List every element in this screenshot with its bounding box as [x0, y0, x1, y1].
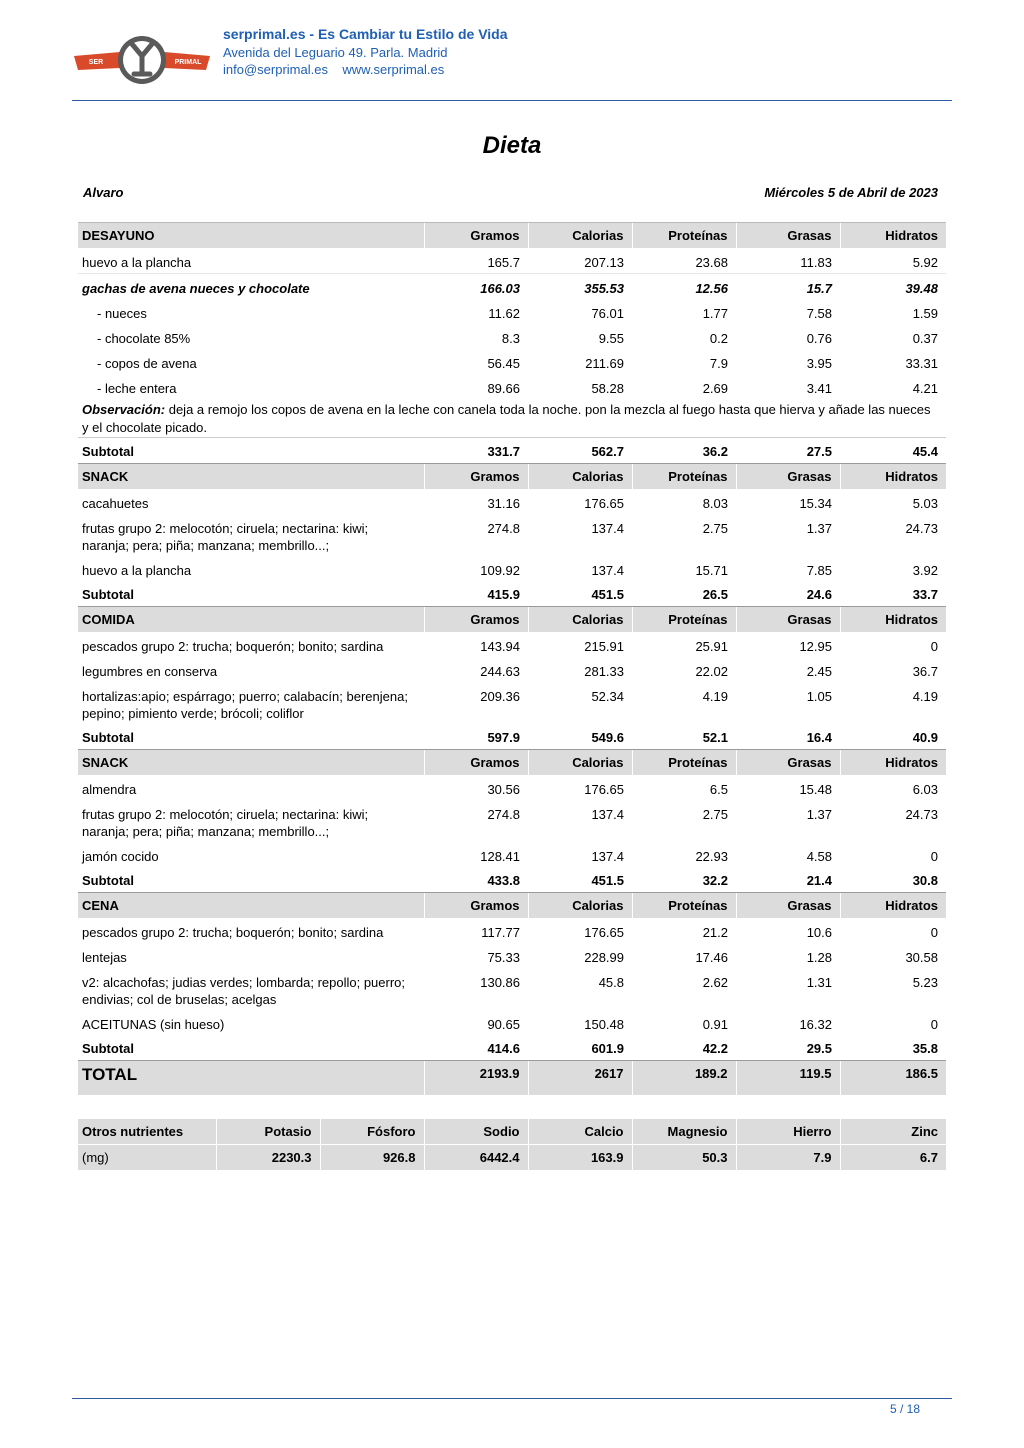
- food-gramos: 56.45: [487, 356, 520, 371]
- food-row: [78, 682, 946, 724]
- food-gramos: 166.03: [424, 274, 528, 300]
- subtotal-calorias: 601.9: [528, 1035, 632, 1061]
- total-grasas: 119.5: [736, 1061, 840, 1096]
- column-header-proteinas: Proteínas: [632, 464, 736, 490]
- food-grasas: 15.48: [799, 782, 832, 797]
- food-calorias: 137.4: [591, 849, 624, 864]
- subtotal-gramos: 414.6: [424, 1035, 528, 1061]
- food-name: v2: alcachofas; judias verdes; lombarda; repollo; puerro; endivias; col de bruselas; acelgas: [82, 975, 406, 1007]
- meal-name: DESAYUNO: [78, 223, 424, 249]
- column-header-gramos: Gramos: [424, 750, 528, 776]
- column-header-calorias: Calorias: [528, 464, 632, 490]
- subtotal-label: Subtotal: [78, 724, 424, 750]
- food-hidratos: 0: [930, 639, 938, 654]
- subtotal-grasas: 27.5: [736, 438, 840, 464]
- nutrient-hierro-header: Hierro: [736, 1119, 840, 1145]
- food-calorias: 9.55: [598, 331, 624, 346]
- food-name: huevo a la plancha: [82, 255, 192, 270]
- subtotal-gramos: 597.9: [424, 724, 528, 750]
- ingredient-row: [78, 299, 946, 324]
- nutrient-fosforo-value: 926.8: [320, 1145, 424, 1171]
- food-proteinas: 8.03: [702, 496, 728, 511]
- food-gramos: 128.41: [480, 849, 520, 864]
- nutrient-magnesio-header: Magnesio: [632, 1119, 736, 1145]
- food-hidratos: 5.92: [912, 255, 938, 270]
- food-proteinas: 2.75: [702, 807, 728, 822]
- column-header-hidratos: Hidratos: [840, 464, 946, 490]
- subtotal-grasas: 29.5: [736, 1035, 840, 1061]
- food-proteinas: 7.9: [709, 356, 728, 371]
- food-hidratos: 5.23: [912, 975, 938, 990]
- food-calorias: 176.65: [584, 496, 624, 511]
- total-proteinas: 189.2: [632, 1061, 736, 1096]
- food-hidratos: 24.73: [905, 807, 938, 822]
- food-calorias: 52.34: [591, 689, 624, 704]
- column-header-grasas: Grasas: [736, 464, 840, 490]
- meal-name: SNACK: [78, 464, 424, 490]
- total-hidratos: 186.5: [840, 1061, 946, 1096]
- subtotal-gramos: 331.7: [424, 438, 528, 464]
- nutrient-sodio-header: Sodio: [424, 1119, 528, 1145]
- food-gramos: 90.65: [487, 1017, 520, 1032]
- diet-date: Miércoles 5 de Abril de 2023: [764, 185, 938, 200]
- company-contact[interactable]: info@serprimal.es www.serprimal.es: [223, 62, 445, 77]
- column-header-grasas: Grasas: [736, 893, 840, 919]
- food-grasas: 1.37: [806, 807, 832, 822]
- food-hidratos: 0: [930, 925, 938, 940]
- nutrient-calcio-header: Calcio: [528, 1119, 632, 1145]
- food-hidratos: 4.19: [912, 689, 938, 704]
- food-row: [78, 775, 946, 800]
- food-gramos: 143.94: [480, 639, 520, 654]
- food-calorias: 176.65: [584, 782, 624, 797]
- subtotal-proteinas: 42.2: [632, 1035, 736, 1061]
- nutrient-calcio-value: 163.9: [528, 1145, 632, 1171]
- subtotal-label: Subtotal: [78, 581, 424, 607]
- nutrient-sodio-value: 6442.4: [424, 1145, 528, 1171]
- food-hidratos: 39.48: [840, 274, 946, 300]
- client-name: Alvaro: [83, 185, 124, 200]
- column-header-hidratos: Hidratos: [840, 750, 946, 776]
- food-grasas: 12.95: [799, 639, 832, 654]
- column-header-gramos: Gramos: [424, 223, 528, 249]
- food-grasas: 7.58: [806, 306, 832, 321]
- food-proteinas: 0.2: [709, 331, 728, 346]
- observation-label: Observación:: [82, 402, 166, 417]
- column-header-proteinas: Proteínas: [632, 607, 736, 633]
- column-header-hidratos: Hidratos: [840, 893, 946, 919]
- food-hidratos: 0: [930, 849, 938, 864]
- total-label: TOTAL: [78, 1061, 424, 1096]
- food-name: legumbres en conserva: [82, 664, 218, 679]
- subtotal-label: Subtotal: [78, 867, 424, 893]
- meal-header-row: [78, 607, 946, 633]
- column-header-hidratos: Hidratos: [840, 223, 946, 249]
- food-name: gachas de avena nueces y chocolate: [78, 274, 424, 300]
- subtotal-row: [78, 581, 946, 607]
- food-calorias: 215.91: [584, 639, 624, 654]
- subtotal-calorias: 451.5: [528, 581, 632, 607]
- food-hidratos: 24.73: [905, 521, 938, 536]
- food-grasas: 4.58: [806, 849, 832, 864]
- food-calorias: 137.4: [591, 807, 624, 822]
- ingredient-row: [78, 349, 946, 374]
- column-header-grasas: Grasas: [736, 750, 840, 776]
- ingredient-row: [78, 374, 946, 399]
- food-proteinas: 2.75: [702, 521, 728, 536]
- food-proteinas: 17.46: [695, 950, 728, 965]
- nutrients-unit: (mg): [78, 1145, 216, 1171]
- svg-text:SER: SER: [88, 59, 104, 66]
- food-row: [78, 274, 946, 300]
- subtotal-gramos: 433.8: [424, 867, 528, 893]
- column-header-calorias: Calorias: [528, 893, 632, 919]
- column-header-gramos: Gramos: [424, 464, 528, 490]
- food-grasas: 11.83: [800, 255, 832, 270]
- nutrient-hierro-value: 7.9: [736, 1145, 840, 1171]
- food-calorias: 176.65: [584, 925, 624, 940]
- food-gramos: 30.56: [487, 782, 520, 797]
- food-calorias: 281.33: [584, 664, 624, 679]
- nutrients-values-row: [78, 1145, 946, 1171]
- subtotal-calorias: 562.7: [528, 438, 632, 464]
- food-name: cacahuetes: [82, 496, 149, 511]
- food-proteinas: 2.69: [702, 381, 728, 396]
- food-row: [78, 943, 946, 968]
- food-name: - nueces: [97, 306, 147, 321]
- nutrient-potasio-value: 2230.3: [216, 1145, 320, 1171]
- subtotal-grasas: 21.4: [736, 867, 840, 893]
- subtotal-label: Subtotal: [78, 438, 424, 464]
- subtotal-row: [78, 1035, 946, 1061]
- total-calorias: 2617: [528, 1061, 632, 1096]
- subtotal-hidratos: 40.9: [840, 724, 946, 750]
- subtotal-hidratos: 33.7: [840, 581, 946, 607]
- meal-header-row: [78, 750, 946, 776]
- food-name: frutas grupo 2: melocotón; ciruela; nectarina: kiwi; naranja; pera; piña; manzana; membrillo...;: [82, 807, 369, 839]
- food-grasas: 3.41: [806, 381, 832, 396]
- food-hidratos: 4.21: [912, 381, 938, 396]
- food-name: huevo a la plancha: [82, 563, 192, 578]
- food-row: [78, 248, 946, 274]
- column-header-proteinas: Proteínas: [632, 893, 736, 919]
- nutrient-zinc-header: Zinc: [840, 1119, 946, 1145]
- food-row: [78, 1010, 946, 1035]
- observation-row: [78, 399, 946, 438]
- meal-header-row: [78, 223, 946, 249]
- footer-divider: [72, 1398, 952, 1399]
- food-grasas: 1.37: [806, 521, 832, 536]
- company-header: [223, 26, 508, 79]
- food-gramos: 75.33: [487, 950, 520, 965]
- food-proteinas: 1.77: [702, 306, 728, 321]
- subtotal-proteinas: 52.1: [632, 724, 736, 750]
- food-proteinas: 12.56: [632, 274, 736, 300]
- food-grasas: 7.85: [806, 563, 832, 578]
- food-calorias: 211.69: [585, 356, 624, 371]
- food-calorias: 137.4: [591, 521, 624, 536]
- subtotal-proteinas: 32.2: [632, 867, 736, 893]
- column-header-grasas: Grasas: [736, 607, 840, 633]
- subtotal-hidratos: 45.4: [840, 438, 946, 464]
- subtotal-proteinas: 26.5: [632, 581, 736, 607]
- food-row: [78, 800, 946, 842]
- food-proteinas: 2.62: [702, 975, 728, 990]
- nutrients-header-row: [78, 1119, 946, 1145]
- header-divider: [72, 100, 952, 101]
- food-grasas: 1.28: [806, 950, 832, 965]
- food-row: [78, 632, 946, 657]
- food-row: [78, 842, 946, 867]
- food-name: - leche entera: [97, 381, 177, 396]
- food-name: - chocolate 85%: [97, 331, 191, 346]
- nutrient-fosforo-header: Fósforo: [320, 1119, 424, 1145]
- subtotal-calorias: 451.5: [528, 867, 632, 893]
- food-name: pescados grupo 2: trucha; boquerón; bonito; sardina: [82, 925, 384, 940]
- food-grasas: 15.34: [799, 496, 832, 511]
- food-calorias: 58.28: [591, 381, 624, 396]
- column-header-calorias: Calorias: [528, 223, 632, 249]
- food-hidratos: 0.37: [912, 331, 938, 346]
- food-hidratos: 33.31: [905, 356, 938, 371]
- column-header-grasas: Grasas: [736, 223, 840, 249]
- food-grasas: 1.31: [806, 975, 832, 990]
- total-row: [78, 1061, 946, 1096]
- food-gramos: 244.63: [480, 664, 520, 679]
- meal-name: CENA: [78, 893, 424, 919]
- food-row: [78, 918, 946, 943]
- meal-header-row: [78, 893, 946, 919]
- food-row: [78, 968, 946, 1010]
- svg-text:PRIMAL: PRIMAL: [174, 59, 202, 66]
- food-grasas: 15.7: [736, 274, 840, 300]
- food-hidratos: 36.7: [912, 664, 938, 679]
- subtotal-row: [78, 867, 946, 893]
- food-grasas: 3.95: [806, 356, 832, 371]
- food-hidratos: 3.92: [912, 563, 938, 578]
- subtotal-grasas: 24.6: [736, 581, 840, 607]
- subtotal-grasas: 16.4: [736, 724, 840, 750]
- food-gramos: 209.36: [480, 689, 520, 704]
- column-header-proteinas: Proteínas: [632, 750, 736, 776]
- company-address: Avenida del Leguario 49. Parla. Madrid: [223, 44, 448, 60]
- subtotal-hidratos: 30.8: [840, 867, 946, 893]
- food-proteinas: 21.2: [702, 925, 728, 940]
- meal-name: SNACK: [78, 750, 424, 776]
- food-calorias: 45.8: [598, 975, 624, 990]
- diet-table: [78, 222, 946, 1095]
- food-name: frutas grupo 2: melocotón; ciruela; nectarina: kiwi; naranja; pera; piña; manzana; membrillo...;: [82, 521, 369, 553]
- food-name: - copos de avena: [97, 356, 197, 371]
- serprimal-logo: [72, 34, 212, 86]
- observation-text: deja a remojo los copos de avena en la leche con canela toda la noche. pon la mezcla al fuego hasta que hierva y añade las nueces y el chocolate picado.: [82, 402, 931, 435]
- food-calorias: 355.53: [528, 274, 632, 300]
- food-calorias: 137.4: [591, 563, 624, 578]
- food-gramos: 109.92: [480, 563, 520, 578]
- other-nutrients-table: [78, 1119, 946, 1170]
- nutrient-magnesio-value: 50.3: [632, 1145, 736, 1171]
- total-gramos: 2193.9: [424, 1061, 528, 1096]
- subtotal-proteinas: 36.2: [632, 438, 736, 464]
- food-grasas: 0.76: [806, 331, 832, 346]
- food-gramos: 11.62: [488, 306, 520, 321]
- subtotal-hidratos: 35.8: [840, 1035, 946, 1061]
- food-grasas: 2.45: [806, 664, 832, 679]
- food-hidratos: 6.03: [912, 782, 938, 797]
- food-grasas: 1.05: [806, 689, 832, 704]
- subtotal-gramos: 415.9: [424, 581, 528, 607]
- food-row: [78, 489, 946, 514]
- meal-name: COMIDA: [78, 607, 424, 633]
- column-header-proteinas: Proteínas: [632, 223, 736, 249]
- food-name: pescados grupo 2: trucha; boquerón; bonito; sardina: [82, 639, 384, 654]
- food-gramos: 89.66: [487, 381, 520, 396]
- meal-header-row: [78, 464, 946, 490]
- food-row: [78, 514, 946, 556]
- food-gramos: 274.8: [487, 807, 520, 822]
- food-name: jamón cocido: [82, 849, 159, 864]
- nutrient-zinc-value: 6.7: [840, 1145, 946, 1171]
- food-gramos: 8.3: [501, 331, 520, 346]
- food-proteinas: 4.19: [702, 689, 728, 704]
- food-row: [78, 556, 946, 581]
- food-gramos: 31.16: [487, 496, 520, 511]
- column-header-calorias: Calorias: [528, 750, 632, 776]
- food-proteinas: 6.5: [709, 782, 728, 797]
- subtotal-row: [78, 438, 946, 464]
- company-tagline: serprimal.es - Es Cambiar tu Estilo de Vida: [223, 26, 508, 42]
- food-gramos: 130.86: [480, 975, 520, 990]
- food-calorias: 207.13: [584, 255, 624, 270]
- column-header-gramos: Gramos: [424, 893, 528, 919]
- food-proteinas: 23.68: [695, 255, 728, 270]
- food-hidratos: 1.59: [912, 306, 938, 321]
- food-calorias: 150.48: [584, 1017, 624, 1032]
- ingredient-row: [78, 324, 946, 349]
- page-number: 5 / 18: [889, 1402, 920, 1416]
- food-name: hortalizas:apio; espárrago; puerro; calabacín; berenjena; pepino; pimiento verde; brócoli; coliflor: [82, 689, 408, 721]
- nutrient-potasio-header: Potasio: [216, 1119, 320, 1145]
- subtotal-calorias: 549.6: [528, 724, 632, 750]
- food-name: ACEITUNAS (sin hueso): [82, 1017, 225, 1032]
- column-header-calorias: Calorias: [528, 607, 632, 633]
- food-name: almendra: [82, 782, 137, 797]
- food-proteinas: 22.93: [695, 849, 728, 864]
- food-hidratos: 30.58: [905, 950, 938, 965]
- food-calorias: 228.99: [584, 950, 624, 965]
- food-proteinas: 22.02: [695, 664, 728, 679]
- food-hidratos: 0: [930, 1017, 938, 1032]
- food-name: lentejas: [82, 950, 127, 965]
- food-grasas: 10.6: [806, 925, 832, 940]
- page-title: Dieta: [482, 132, 542, 159]
- food-hidratos: 5.03: [912, 496, 938, 511]
- food-gramos: 165.7: [487, 255, 520, 270]
- food-proteinas: 15.71: [695, 563, 728, 578]
- observation-note: [78, 399, 946, 438]
- food-proteinas: 0.91: [702, 1017, 728, 1032]
- food-row: [78, 657, 946, 682]
- subtotal-label: Subtotal: [78, 1035, 424, 1061]
- column-header-gramos: Gramos: [424, 607, 528, 633]
- food-calorias: 76.01: [591, 306, 624, 321]
- subtotal-row: [78, 724, 946, 750]
- food-grasas: 16.32: [799, 1017, 832, 1032]
- food-gramos: 117.77: [481, 925, 520, 940]
- food-gramos: 274.8: [487, 521, 520, 536]
- column-header-hidratos: Hidratos: [840, 607, 946, 633]
- nutrients-header: Otros nutrientes: [78, 1119, 216, 1145]
- food-proteinas: 25.91: [695, 639, 728, 654]
